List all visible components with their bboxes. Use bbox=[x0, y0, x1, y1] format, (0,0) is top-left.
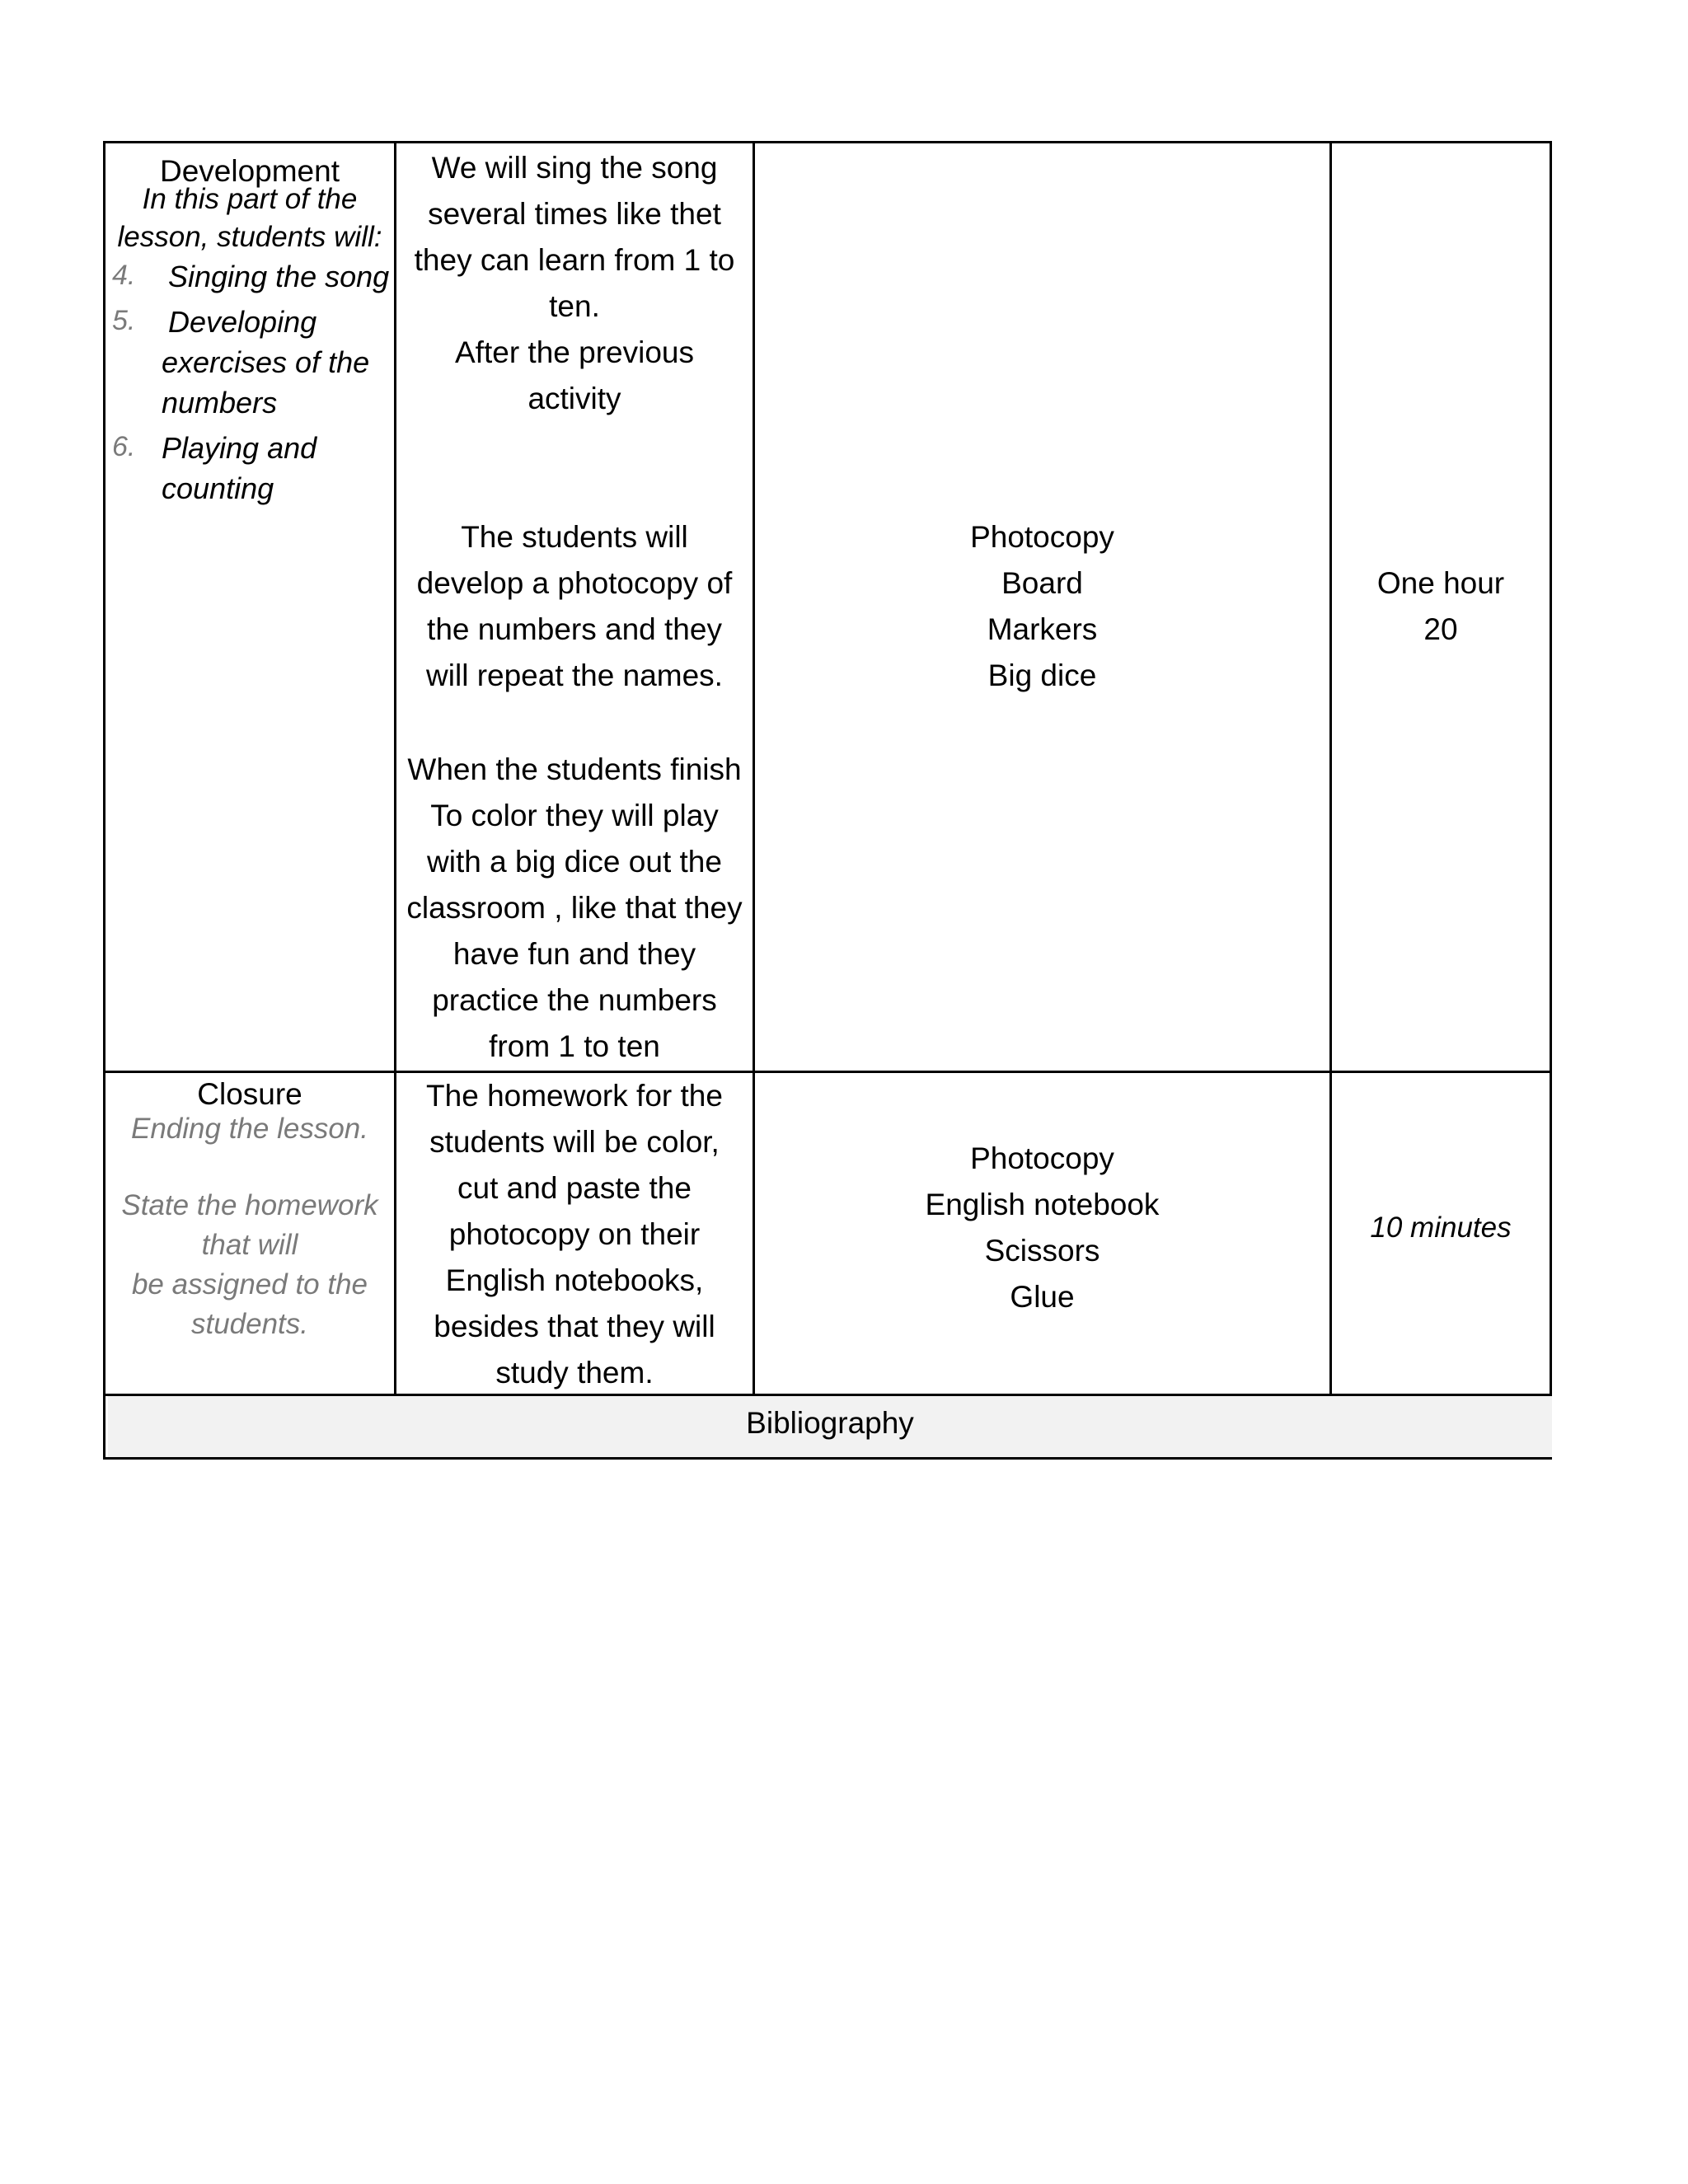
closure-activities bbox=[396, 1073, 753, 1396]
activity-line: from 1 to ten bbox=[489, 1029, 660, 1063]
activity-line: practice the numbers bbox=[432, 983, 717, 1017]
intro-line: In this part of the bbox=[142, 183, 358, 215]
development-activities bbox=[396, 514, 753, 699]
activity-line: ten. bbox=[549, 289, 600, 323]
objective-line: Singing the song bbox=[168, 260, 390, 293]
development-time bbox=[1332, 560, 1550, 653]
development-stage-title: Development bbox=[159, 154, 340, 188]
activity-line: study them. bbox=[495, 1356, 654, 1390]
closure-description bbox=[106, 1186, 394, 1344]
bibliography-cell bbox=[108, 1400, 1552, 1446]
closure-materials bbox=[755, 1136, 1329, 1320]
activity-line: cut and paste the bbox=[457, 1171, 692, 1205]
activity-line: they can learn from 1 to bbox=[414, 243, 735, 277]
intro-line: lesson, students will: bbox=[117, 221, 382, 253]
activity-line: classroom , like that they bbox=[406, 891, 743, 925]
objective-number: 4. bbox=[112, 260, 136, 291]
material-item: Markers bbox=[987, 612, 1098, 646]
time-line: One hour bbox=[1376, 566, 1505, 600]
material-item: English notebook bbox=[925, 1188, 1160, 1221]
objective-number: 6. bbox=[112, 431, 136, 462]
activity-line: develop a photocopy of bbox=[416, 566, 733, 600]
activity-line: the numbers and they bbox=[427, 612, 722, 646]
activity-line: The students will bbox=[461, 520, 688, 554]
activity-line: activity bbox=[528, 382, 621, 415]
activity-line: We will sing the song bbox=[431, 151, 718, 185]
time-line: 10 minutes bbox=[1370, 1212, 1512, 1244]
material-item: Photocopy bbox=[970, 520, 1114, 554]
development-activities bbox=[396, 747, 753, 1070]
closure-desc-line: students. bbox=[190, 1308, 309, 1340]
objective-line: exercises of the bbox=[162, 345, 370, 379]
objective-line: Developing bbox=[168, 305, 317, 339]
activity-line: besides that they will bbox=[434, 1310, 715, 1343]
closure-desc-line: that will bbox=[201, 1229, 298, 1261]
activity-line: English notebooks, bbox=[445, 1263, 704, 1297]
activity-line: The homework for the bbox=[426, 1079, 723, 1113]
activity-line: with a big dice out the bbox=[427, 845, 722, 879]
closure-desc-line: be assigned to the bbox=[131, 1268, 368, 1301]
row-divider bbox=[106, 1394, 1550, 1396]
activity-line: have fun and they bbox=[452, 937, 696, 971]
activity-line: photocopy on their bbox=[448, 1217, 701, 1251]
bibliography-label: Bibliography bbox=[746, 1406, 914, 1440]
development-materials bbox=[755, 514, 1329, 699]
objective-line: Playing and bbox=[162, 431, 317, 465]
material-item: Big dice bbox=[987, 658, 1097, 692]
objective-line: numbers bbox=[162, 386, 278, 419]
lesson-plan-table bbox=[103, 141, 1552, 1460]
closure-desc-line: State the homework bbox=[121, 1189, 378, 1221]
activity-line: When the students finish bbox=[407, 752, 742, 786]
activity-line: students will be color, bbox=[429, 1125, 720, 1159]
development-activities bbox=[396, 145, 753, 422]
material-item: Board bbox=[1001, 566, 1083, 600]
activity-line: will repeat the names. bbox=[426, 658, 723, 692]
closure-desc-line: Ending the lesson. bbox=[131, 1113, 368, 1145]
closure-stage-title: Closure bbox=[197, 1077, 302, 1111]
material-item: Scissors bbox=[984, 1234, 1100, 1268]
closure-description bbox=[106, 1109, 394, 1149]
material-item: Photocopy bbox=[970, 1141, 1114, 1175]
activity-line: To color they will play bbox=[430, 799, 719, 832]
time-line: 20 bbox=[1423, 612, 1458, 646]
material-item: Glue bbox=[1010, 1280, 1075, 1314]
activity-line: After the previous bbox=[455, 335, 694, 369]
objective-number: 5. bbox=[112, 305, 136, 336]
objective-line: counting bbox=[162, 471, 274, 505]
activity-line: several times like thet bbox=[428, 197, 721, 231]
development-intro bbox=[106, 180, 394, 256]
closure-time bbox=[1332, 1205, 1550, 1251]
